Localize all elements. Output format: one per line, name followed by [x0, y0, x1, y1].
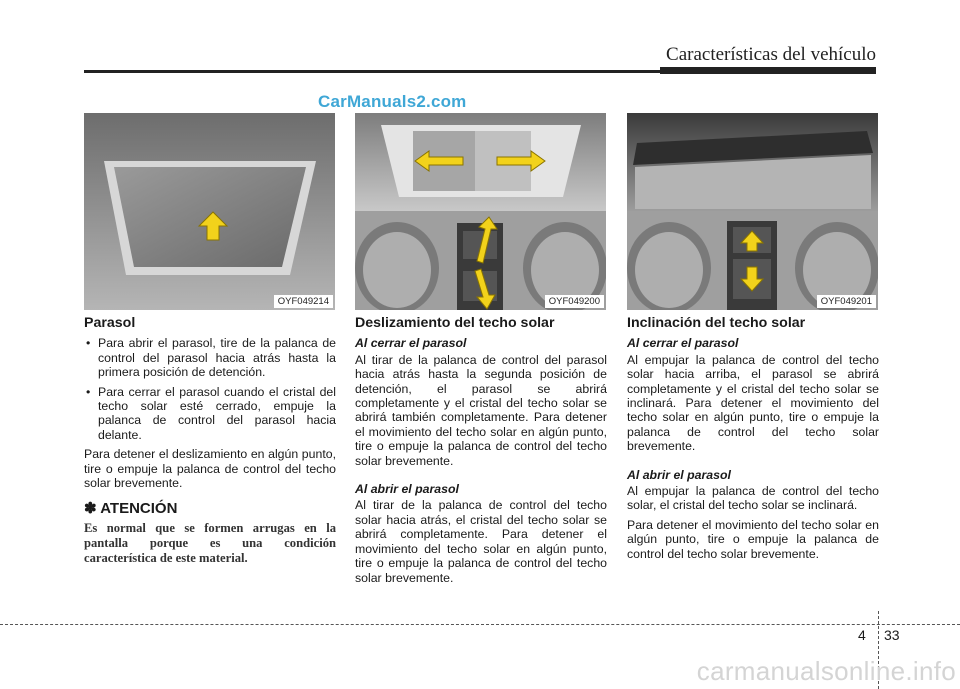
list-item [84, 385, 336, 443]
section-heading: Parasol [84, 315, 136, 331]
warning-title-text: ATENCIÓN [100, 500, 178, 518]
bullet-icon: • [86, 336, 91, 351]
list-item-text: Para abrir el parasol, tire de la palanca de control del parasol hacia atrás hasta la primera posición de detención. [98, 336, 336, 380]
list-item-text: Para cerrar el parasol cuando el cristal del techo solar esté cerrado, empuje la palanca de control del parasol hacia delante. [98, 384, 336, 442]
figure-sunroof-tilt [627, 113, 878, 310]
header-rule-accent [660, 67, 876, 74]
figure-sunroof-slide [355, 113, 606, 310]
figure-code: OYF049214 [274, 295, 333, 308]
figure-sunshade [84, 113, 335, 310]
paragraph: Al empujar la palanca de control del techo solar, el cristal del techo solar se inclinará. [627, 484, 879, 513]
column-parasol [84, 316, 336, 566]
footer-rule [0, 624, 960, 625]
watermark-bottom: carmanualsonline.info [696, 656, 956, 686]
warning-text: Es normal que se formen arrugas en la pantalla porque es una condición característica de este material. [84, 520, 336, 565]
watermark-top: CarManuals2.com [318, 92, 467, 111]
list-item [84, 336, 336, 379]
chapter-number: 4 [858, 627, 866, 643]
paragraph: Para detener el movimiento del techo solar en algún punto, tire o empuje la palanca de control del techo solar brevemente. [627, 517, 879, 561]
figure-code: OYF049201 [817, 295, 876, 308]
bullet-icon: • [86, 384, 91, 399]
paragraph: Al empujar la palanca de control del techo solar hacia arriba, el parasol se abrirá completamente y el cristal del techo solar se inclinará. Para detener el movimiento del techo solar en algún punto, tire o empuje la palanca de control del techo solar brevemente. [627, 352, 879, 454]
page-header-title: Características del vehículo [666, 44, 876, 65]
warning-title [84, 502, 336, 516]
page-number: 33 [884, 627, 900, 643]
paragraph: Al tirar de la palanca de control del parasol hacia atrás hasta la segunda posición de detención, el parasol se abrirá completamente y el cristal del techo solar se abrirá también completamente. Para detener el movimiento del techo solar en algún punto, tire o empuje la palanca de control del techo solar brevemente. [355, 352, 607, 468]
asterisk-icon: ✽ [84, 500, 97, 518]
section-heading: Deslizamiento del techo solar [355, 315, 555, 331]
column-slide [355, 316, 607, 590]
column-tilt [627, 316, 879, 566]
section-heading: Inclinación del techo solar [627, 315, 806, 331]
figure-code: OYF049200 [545, 295, 604, 308]
paragraph: Para detener el deslizamiento en algún punto, tire o empuje la palanca de control del techo solar brevemente. [84, 447, 336, 491]
sunroof-tilt-illustration [627, 113, 878, 310]
spacer [355, 473, 607, 482]
subheading: Al abrir el parasol [627, 467, 731, 482]
subheading: Al cerrar el parasol [627, 336, 739, 351]
sunroof-slide-illustration [355, 113, 606, 310]
sunshade-illustration [84, 113, 335, 310]
paragraph: Al tirar de la palanca de control del techo solar hacia atrás, el cristal del techo solar se abrirá completamente. Para detener el movimiento del techo solar en algún punto, tire o empuje la palanca de control del techo solar brevemente. [355, 498, 607, 585]
spacer [627, 459, 879, 468]
subheading: Al abrir el parasol [355, 482, 459, 497]
subheading: Al cerrar el parasol [355, 336, 467, 351]
